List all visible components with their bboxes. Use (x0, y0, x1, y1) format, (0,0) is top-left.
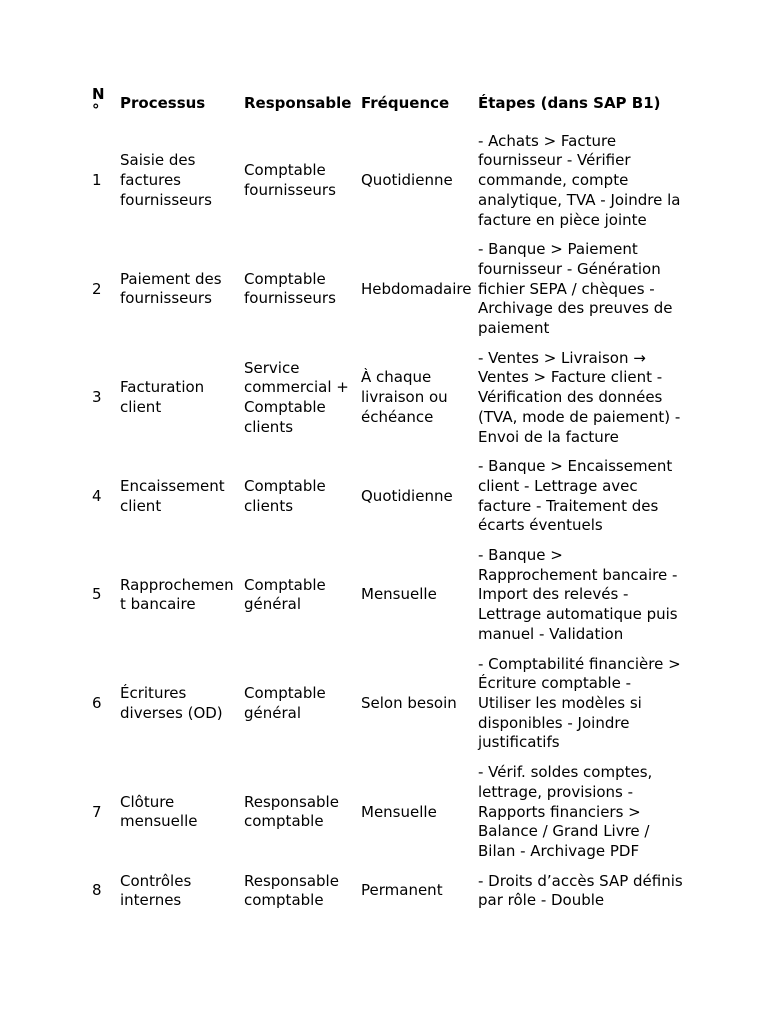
row-owner: Comptable général (244, 575, 326, 614)
row-steps: - Achats > Facture fournisseur - Vérifier commande, compte analytique, TVA - Joindre la facture en pièce jointe (478, 131, 681, 229)
row-num: 4 (92, 486, 102, 505)
row-owner: Comptable fournisseurs (244, 161, 336, 199)
row-frequency: Mensuelle (361, 802, 437, 821)
row-frequency: Hebdomadaire (361, 279, 472, 298)
row-frequency: À chaque livraison ou échéance (361, 368, 448, 426)
row-steps: - Comptabilité financière > Écriture comptable - Utiliser les modèles si disponibles - Joindre justificatifs (478, 654, 681, 752)
row-num: 2 (92, 279, 102, 298)
header-owner: Responsable (244, 93, 352, 112)
table-row (86, 132, 686, 241)
table-header (86, 86, 686, 132)
table-row (86, 546, 686, 655)
row-steps: - Banque > Rapprochement bancaire - Import des relevés - Lettrage automatique puis manuel - Validation (478, 546, 678, 643)
row-frequency: Quotidienne (361, 486, 453, 505)
row-frequency: Selon besoin (361, 693, 457, 712)
header-process: Processus (120, 93, 206, 112)
row-process: Clôture mensuelle (120, 792, 198, 831)
row-steps: - Ventes > Livraison → Ventes > Facture client - Vérification des données (TVA, mode de paiement) - Envoi de la facture (478, 348, 681, 446)
row-steps: - Banque > Paiement fournisseur - Génération fichier SEPA / chèques - Archivage des preuves de paiement (478, 240, 673, 338)
row-owner: Comptable clients (244, 476, 326, 515)
table-row (86, 763, 686, 872)
row-num: 3 (92, 388, 102, 407)
row-process: Paiement des fournisseurs (120, 269, 222, 308)
table-body (86, 132, 686, 921)
row-owner: Responsable comptable (244, 871, 339, 910)
process-table (86, 86, 686, 921)
row-frequency: Permanent (361, 881, 443, 900)
header-row (86, 86, 686, 132)
row-process: Saisie des factures fournisseurs (120, 151, 212, 209)
row-num: 7 (92, 802, 102, 821)
row-steps: - Banque > Encaissement client - Lettrage avec facture - Traitement des écarts éventuels (478, 457, 673, 535)
table-row (86, 872, 686, 921)
table-row (86, 457, 686, 546)
row-frequency: Quotidienne (361, 171, 453, 190)
row-frequency: Mensuelle (361, 585, 437, 604)
row-process: Facturation client (120, 378, 205, 416)
row-process: Rapprochement bancaire (120, 575, 234, 614)
row-owner: Responsable comptable (244, 792, 339, 831)
row-num: 8 (92, 881, 102, 900)
row-process: Contrôles internes (120, 871, 192, 910)
table-row (86, 655, 686, 764)
row-steps: - Droits d’accès SAP définis par rôle - Double (478, 871, 683, 910)
row-owner: Comptable fournisseurs (244, 269, 336, 308)
header-frequency: Fréquence (361, 93, 450, 112)
header-steps: Étapes (dans SAP B1) (478, 93, 661, 112)
header-num: N° (92, 85, 105, 119)
row-owner: Service commercial + Comptable clients (244, 358, 349, 436)
table-row (86, 349, 686, 458)
row-steps: - Vérif. soldes comptes, lettrage, provisions - Rapports financiers > Balance / Grand Livre / Bilan - Archivage PDF (478, 763, 653, 860)
table-row (86, 240, 686, 349)
row-num: 6 (92, 693, 102, 712)
row-owner: Comptable général (244, 684, 326, 722)
row-num: 5 (92, 585, 102, 604)
row-process: Encaissement client (120, 476, 225, 515)
row-process: Écritures diverses (OD) (120, 684, 223, 722)
row-num: 1 (92, 171, 102, 190)
